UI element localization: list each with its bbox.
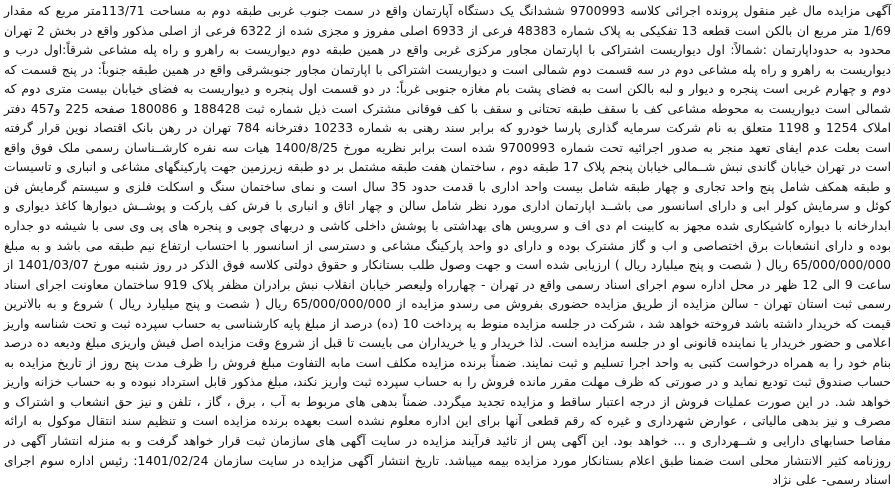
- auction-notice-body: آگهی مزایده مال غیر منقول پرونده اجرائی کلاسه 9700993 ششدانگ یک دستگاه آپارتمان واقع در سمت جنوب غربی طبقه دوم به مساحت 113/71متر مربع که مقدار 1/69 متر مربع ان بالکن است قطعه 13 تفکیکی به پلاک شماره 48383 فرعی از 6933 اصلی مفروز و مجزی شده از 6322 فرعی از اصلی مذکور واقع در بخش 2 تهران محدود به حدوداپارتمان :شمالاً: اول دیواریست اشتراکی با اپارتمان مجاور مرکزی غربی واقع در همین طبقه دوم دیواریست به راهرو و راه پله مشاعی شرقاً:اول درب و دیواریست به راهرو و راه پله مشاعی دوم در سه قسمت دوم شمالی است و دیواریست اشتراکی با اپارتمان مجاور جنوبشرقی واقع در همین طبقه جنوباً: در پنج قسمت که دوم و چهارم غربی است پنجره و دیوار و لبه بالکن است به فضای پشت بام مغازه جنوبی غرباً: در دو قسمت اول پنجره و دیواریست به فضای خیابان بیست متری دوم که شمالی است دیواریست به محوطه مشاعی کف با سقف طبقه تحتانی و سقف با کف فوقانی مشترک است ذیل شماره ثبت 188428 و 180086 صفحه 225 و457 دفتر املاک 1254 و 1198 متعلق به نام شرکت سرمایه گذاری پارسا خودرو که برابر سند رهنی به شماره 10233 دفترخانه 784 تهران در رهن بانک اقتصاد نوین قرار گرفته است بعلت عدم ایفای تعهد منجر به صدور اجرائیه تحت شماره 9700993 شده است برابر نظریه مورخ 1400/8/25 هیات سه نفره کارشــناسان رسمی ملک فوق واقع است در تهران خیابان گاندی نبش شــمالی خیابان پنجم پلاک 17 طبقه دوم ، ساختمان هفت طبقه مشتمل بر دو طبقه زیرزمین جهت پارکینگهای مشاعی و انباری و تاسیسات و طبقه همکف شامل پنج واحد تجاری و چهار طبقه شامل بیست واحد اداری با قدمت حدود 35 سال است و نمای ساختمان سنگ و اسکلت فلزی و سیستم گرمایش فن کوئل و سرمایش کولر ابی و دارای اسانسور می باشــد اپارتمان اداری مورد نظر شامل سالن و چهار اتاق و انباری با فرش کف پارکت و پوشــش دیوارها کاغذ دیواری و ابدارخانه با دیواره کاشیکاری شده مجهز به کابینت ام دی اف و سرویس های بهداشتی با پوشش داخلی کاشی و دربهای چوبی و پنجره های پی وی سی با شیشه دو جداره بوده و دارای انشعابات برق اختصاصی و اب و گاز مشترک بوده و دارای دو واحد پارکینگ مشاعی و دسترسی از اسانسور با احتساب ارتفاع نیم طبقه می باشد و به مبلغ 65/000/000/000 ریال ( شصت و پنج میلیارد ریال ) ارزیابی شده است و جهت وصول طلب بستانکار و حقوق دولتی کلاسه فوق الذکر در روز شنبه مورخ 1401/03/07 از ساعت 9 الی 12 ظهر در محل اداره سوم اجرای اسناد رسمی واقع در تهران - چهارراه ولیعصر خیابان انقلاب نبش برادران مظفر پلاک 919 ساختمان معاونت اجرای اسناد رسمی ثبت استان تهران - سالن مزایده از طریق مزایده حضوری بفروش می رسدو مزایده از 65/000/000/000 ریال ( شصت و پنج میلیارد ریال ) شروع و به بالاترین قیمت که خریدار داشته باشد فروخته خواهد شد ، شرکت در جلسه مزایده منوط به پرداخت 10 (ده) درصد از مبلغ پایه کارشناسی به حساب سپرده ثبت و تحت شناسه واریز اعلامی و حضور خریدار یا نماینده قانونی او در جلسه مزایده است. لذا خریدار و یا خریداران می بایست تا قبل از شروع وقت مزایده اصل فیش واریزی مبلغ ودیعه ده درصد بنام خود را به همراه درخواست کتبی به واحد اجرا تسلیم و ثبت نمایند. ضمناً برنده مزایده مکلف است مابه التفاوت مبلغ فروش را ظرف مدت پنج روز از تاریخ مزایده به حساب صندوق ثبت تودیع نماید و در صورتی که ظرف مهلت مقرر مانده فروش را به حساب سپرده ثبت واریز نکند، مبلغ مذکور قابل استرداد نبوده و به حساب خزانه واریز خواهد شد. در این صورت عملیات فروش از درجه اعتبار ساقط و مزایده تجدید میگردد. ضمناً بدهی های مربوط به آب ، برق ، گاز ، تلفن و نیز حق انشعاب و اشتراک و مصرف و نیز بدهی مالیاتی ، عوارض شهرداری و غیره که رقم قطعی آنها برای این اداره معلوم نشده است بعهده برنده مزایده است و تنظیم سند انتقال موکول به ارائه مفاصا حسابهای دارایی و شــهرداری و ... خواهد بود. این آگهی پس از تائید فرآیند مزایده در سایت آگهی های سازمان ثبت قرار خواهد گرفت و به منزله انتشار آگهی در روزنامه کثیر الانتشار محلی است ضمنا طبق اعلام بستانکار مورد مزایده بیمه میباشد. تاریخ انتشار آگهی مزایده در سایت سازمان 1401/02/24: رئیس اداره سوم اجرای اسناد رسمی- علی نژاد: [4, 4, 892, 488]
